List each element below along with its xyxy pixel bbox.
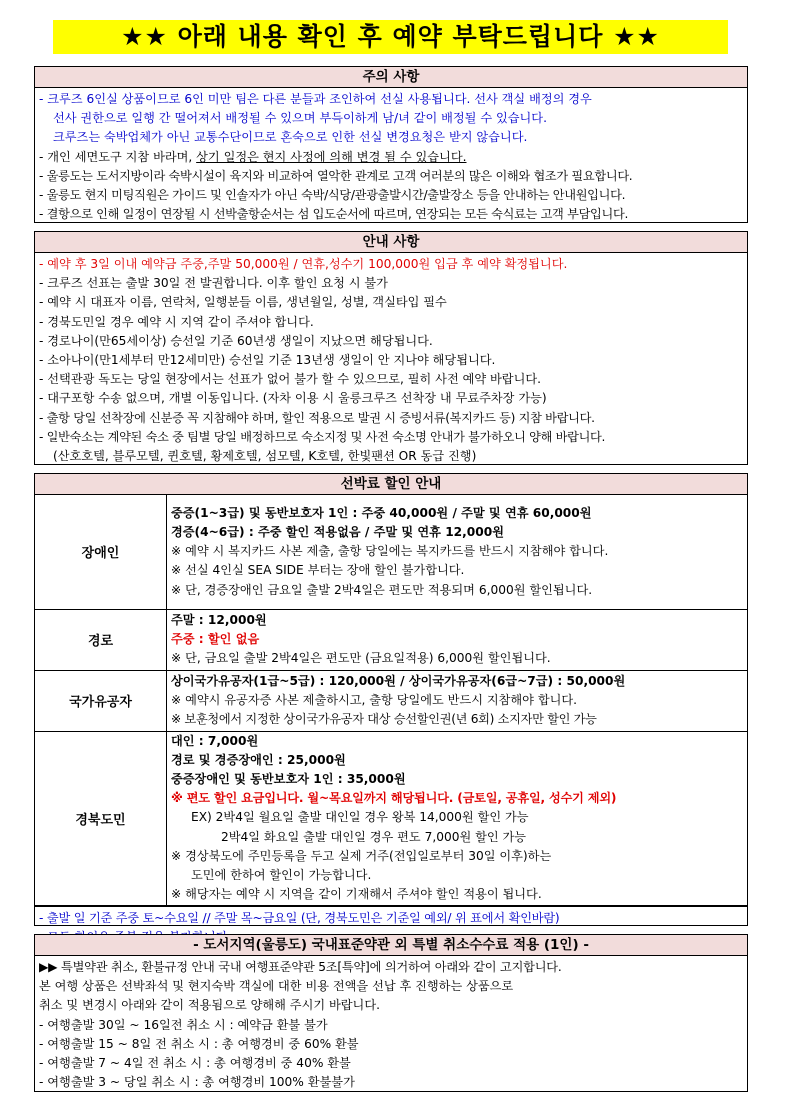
info-line: - 예약 시 대표자 이름, 연락처, 일행분들 이름, 생년월일, 성별, 객실타입 필수 — [39, 295, 447, 310]
fare-line: 도민에 한하여 할인이 가능합니다. — [191, 867, 372, 882]
fare-line: ※ 단, 금요일 출발 2박4일은 편도만 (금요일적용) 6,000원 할인됩니다. — [171, 651, 551, 666]
fare-line: ※ 선실 4인실 SEA SIDE 부터는 장애 할인 불가합니다. — [171, 563, 465, 578]
fare-line: ※ 보훈청에서 지정한 상이국가유공자 대상 승선할인권(년 6회) 소지자만 할인 가능 — [171, 712, 597, 727]
caution-line: 선사 권한으로 일행 간 떨어져서 배정될 수 있으며 부득이하게 남/녀 같이 배정될 수 있습니다. — [53, 111, 547, 126]
fare-section — [34, 473, 748, 926]
fare-label: 경북도민 — [35, 731, 167, 905]
cancel-line: - 여행출발 15 ~ 8일 전 취소 시 : 총 여행경비 중 60% 환불 — [39, 1036, 359, 1051]
cancel-line: - 여행출발 30일 ~ 16일전 취소 시 : 예약금 환불 불가 — [39, 1017, 328, 1032]
fare-line: ※ 예약 시 복지카드 사본 제출, 출항 당일에는 복지카드를 반드시 지참해야 합니다. — [171, 544, 609, 559]
caution-line: - 울릉도 현지 미팅직원은 가이드 및 인솔자가 아닌 숙박/식당/관광출발시간/출발장소 등을 안내하는 안내원입니다. — [39, 187, 626, 202]
fare-line: 상이국가유공자(1급~5급) : 120,000원 / 상이국가유공자(6급~7급) : 50,000원 — [171, 673, 626, 688]
caution-line — [39, 148, 743, 167]
info-section — [34, 231, 748, 465]
info-line: - 대구포항 수송 없으며, 개별 이동입니다. (자차 이용 시 울릉크루즈 선착장 내 무료주차장 가능) — [39, 391, 547, 406]
caution-line: 크루즈는 숙박업체가 아닌 교통수단이므로 혼숙으로 인한 선실 변경요청은 받지 않습니다. — [53, 130, 528, 145]
info-line: - 경로나이(만65세이상) 승선일 기준 60년생 생일이 지났으면 해당됩니다. — [39, 333, 433, 348]
fare-label: 경로 — [35, 609, 167, 670]
info-line: - 소아나이(만1세부터 만12세미만) 승선일 기준 13년생 생일이 안 지나야 해당됩니다. — [39, 352, 496, 367]
info-line: - 선택관광 독도는 당일 현장에서는 선표가 없어 불가 할 수 있으므로, 필히 사전 예약 바랍니다. — [39, 372, 541, 387]
fare-title: 선박료 할인 안내 — [35, 474, 747, 495]
fare-detail — [167, 609, 748, 670]
info-line: - 일반숙소는 계약된 숙소 중 팀별 당일 배정하므로 숙소지정 및 사전 숙소명 안내가 불가하오니 양해 바랍니다. — [39, 429, 606, 444]
info-line: - 출항 당일 선착장에 신분증 꼭 지참해야 하며, 할인 적용으로 발권 시 증빙서류(복지카드 등) 지참 바랍니다. — [39, 410, 595, 425]
fare-line: 주말 : 12,000원 — [171, 612, 267, 627]
fare-line: 2박4일 화요일 출발 대인일 경우 편도 7,000원 할인 가능 — [221, 829, 527, 844]
fare-line: 경로 및 경증장애인 : 25,000원 — [171, 752, 346, 767]
fare-table — [35, 495, 747, 906]
info-line: - 크루즈 선표는 출발 30일 전 발권합니다. 이후 할인 요청 시 불가 — [39, 276, 388, 291]
fare-row-disabled — [35, 495, 747, 609]
caution-line: - 울릉도는 도서지방이라 숙박시설이 육지와 비교하여 열악한 관계로 고객 여러분의 많은 이해와 협조가 필요합니다. — [39, 168, 633, 183]
fare-line: 주중 : 할인 없음 — [171, 631, 260, 646]
fare-label: 장애인 — [35, 495, 167, 609]
fare-row-gyeongbuk — [35, 731, 747, 905]
fare-line: ※ 해당자는 예약 시 지역을 같이 기재해서 주셔야 할인 적용이 됩니다. — [171, 887, 542, 902]
fare-footer-line: - 출발 일 기준 주중 토~수요일 // 주말 목~금요일 (단, 경북도민은 기준일 예외/ 위 표에서 확인바람) — [39, 910, 560, 925]
fare-line: ※ 예약시 유공자증 사본 제출하시고, 출항 당일에도 반드시 지참해야 합니다. — [171, 692, 578, 707]
cancel-section — [34, 934, 748, 1092]
cancel-line: 본 여행 상품은 선박좌석 및 현지숙박 객실에 대한 비용 전액을 선납 후 진행하는 상품으로 — [39, 979, 514, 994]
caution-section — [34, 66, 748, 223]
caution-title: 주의 사항 — [35, 67, 747, 88]
fare-row-veteran — [35, 670, 747, 731]
fare-line: 중증(1~3급) 및 동반보호자 1인 : 주중 40,000원 / 주말 및 연휴 60,000원 — [171, 505, 592, 520]
fare-line: ※ 단, 경증장애인 금요일 출발 2박4일은 편도만 적용되며 6,000원 할인됩니다. — [171, 582, 593, 597]
fare-line: EX) 2박4일 월요일 출발 대인일 경우 왕복 14,000원 할인 가능 — [191, 810, 529, 825]
cancel-title: - 도서지역(울릉도) 국내표준약관 외 특별 취소수수료 적용 (1인) - — [35, 935, 747, 956]
fare-detail — [167, 670, 748, 731]
fare-row-senior — [35, 609, 747, 670]
cancel-line: - 여행출발 3 ~ 당일 취소 시 : 총 여행경비 100% 환불불가 — [39, 1075, 355, 1090]
info-line: - 경북도민일 경우 예약 시 지역 같이 주셔야 합니다. — [39, 314, 314, 329]
cancel-line: 취소 및 변경시 아래와 같이 적용됨으로 양해해 주시기 바랍니다. — [39, 998, 380, 1013]
caution-line-part: - 개인 세면도구 지참 바라며, — [39, 149, 193, 164]
info-line: - 예약 후 3일 이내 예약금 주중,주말 50,000원 / 연휴,성수기 100,000원 입금 후 예약 확정됩니다. — [39, 257, 568, 271]
fare-detail — [167, 495, 748, 609]
fare-line: 중증장애인 및 동반보호자 1인 : 35,000원 — [171, 772, 406, 787]
fare-line: ※ 편도 할인 요금입니다. 월~목요일까지 해당됩니다. (금토일, 공휴일, 성수기 제외) — [171, 791, 617, 806]
fare-label: 국가유공자 — [35, 670, 167, 731]
fare-line: ※ 경상북도에 주민등록을 두고 실제 거주(전입일로부터 30일 이후)하는 — [171, 848, 552, 863]
cancel-line: ▶▶ 특별약관 취소, 환불규정 안내 국내 여행표준약관 5조[특약]에 의거하여 아래와 같이 고지합니다. — [39, 960, 562, 974]
cancel-line: - 여행출발 7 ~ 4일 전 취소 시 : 총 여행경비 중 40% 환불 — [39, 1055, 351, 1070]
fare-detail — [167, 731, 748, 905]
caution-line: - 결항으로 인해 일정이 연장될 시 선박출항순서는 섬 입도순서에 따르며, 연장되는 모든 숙식료는 고객 부담입니다. — [39, 207, 629, 222]
info-line: (산호호텔, 블루모텔, 퀸호텔, 황제호텔, 섬모텔, K호텔, 한빛팬션 OR 동급 진행) — [53, 448, 477, 463]
caution-line-underlined: 상기 일정은 현지 사정에 의해 변경 될 수 있습니다. — [196, 149, 467, 164]
fare-line: 경증(4~6급) : 주중 할인 적용없음 / 주말 및 연휴 12,000원 — [171, 524, 504, 539]
info-title: 안내 사항 — [35, 232, 747, 253]
caution-line: - 크루즈 6인실 상품이므로 6인 미만 팀은 다른 분들과 조인하여 선실 사용됩니다. 선사 객실 배정의 경우 — [39, 92, 592, 106]
page-banner: ★★ 아래 내용 확인 후 예약 부탁드립니다 ★★ — [53, 20, 728, 54]
fare-line: 대인 : 7,000원 — [171, 733, 259, 748]
